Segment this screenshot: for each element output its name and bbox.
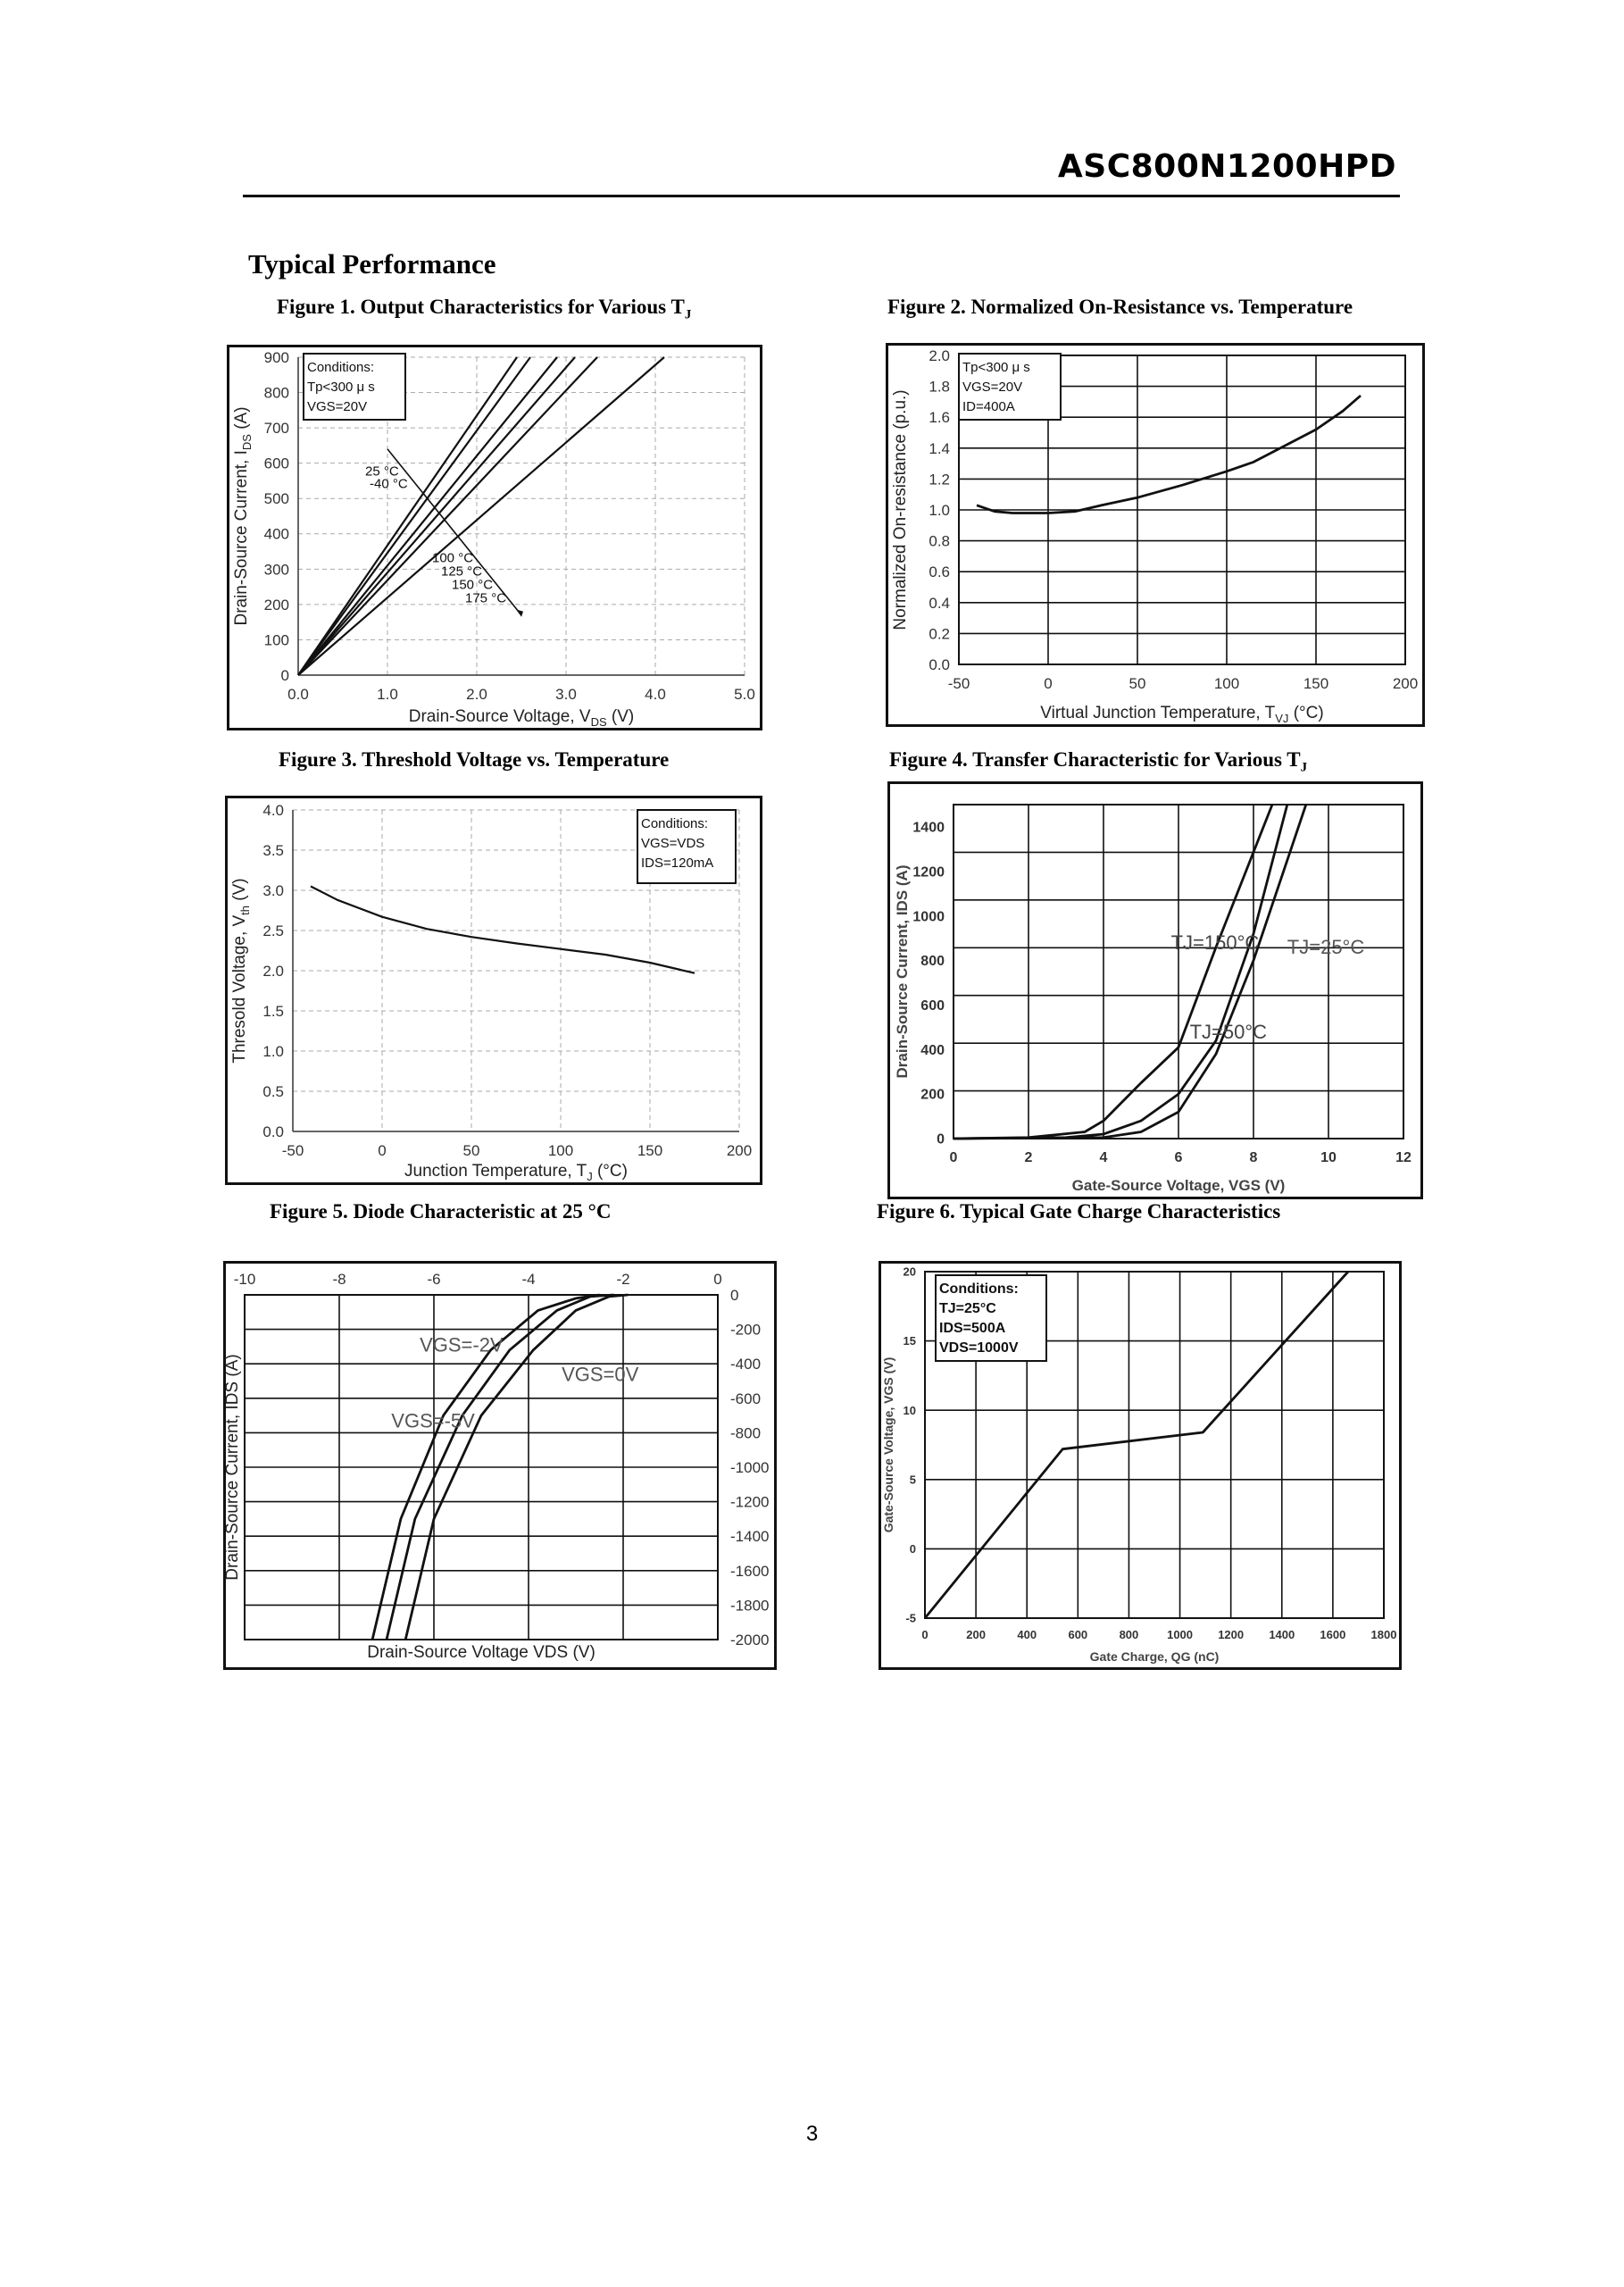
x-tick-label: 0.0 — [287, 686, 309, 703]
y-tick-label: 1.8 — [929, 378, 950, 396]
x-tick-label: 0 — [378, 1142, 387, 1159]
y-axis-label: Thresold Voltage, $V_{th}$ (V) — [230, 878, 252, 1064]
x-tick-label: -2 — [616, 1271, 630, 1288]
x-tick-label: -8 — [332, 1271, 346, 1288]
y-tick-label: -1400 — [730, 1528, 770, 1546]
fig5-svg — [223, 1261, 777, 1670]
fig1-svg — [227, 345, 762, 730]
y-axis-label: Drain-Source Current, $I_{DS}$ (A) — [232, 406, 254, 626]
y-tick-label: 400 — [920, 1042, 945, 1058]
y-tick-label: 0.2 — [929, 625, 950, 643]
part-number: ASC800N1200HPD — [1057, 148, 1396, 185]
y-tick-label: 500 — [263, 490, 289, 508]
y-tick-label: 4.0 — [262, 801, 284, 819]
fig4-caption: Figure 4. Transfer Characteristic for Various $T_J$ — [889, 748, 1308, 775]
y-tick-label: 0 — [280, 666, 289, 684]
y-tick-label: 800 — [263, 384, 289, 402]
conditions-line: Tp<300 μ s — [962, 360, 1030, 375]
chart-frame — [889, 783, 1422, 1198]
series-label: VGS=-2V — [420, 1333, 504, 1356]
x-axis-label: Drain-Source Voltage, $V_{DS}$ (V) — [408, 707, 635, 729]
x-tick-label: 2.0 — [466, 686, 487, 703]
x-tick-label: 4 — [1099, 1150, 1108, 1165]
x-tick-label: 150 — [1303, 675, 1329, 692]
x-tick-label: -6 — [427, 1271, 441, 1288]
y-tick-label: 2.0 — [929, 346, 950, 364]
figure4-chart — [887, 781, 1423, 1199]
y-tick-label: -1600 — [730, 1562, 770, 1580]
y-tick-label: 0.0 — [929, 655, 950, 673]
y-axis-label: Gate-Source Voltage, VGS (V) — [881, 1356, 895, 1533]
y-tick-label: 0.8 — [929, 532, 950, 550]
y-tick-label: 0.4 — [929, 594, 950, 612]
x-tick-label: 1200 — [1218, 1628, 1245, 1641]
y-tick-label: -2000 — [730, 1631, 770, 1648]
y-tick-label: 100 — [263, 631, 289, 649]
temperature-label: 150 °C — [452, 577, 494, 593]
conditions-line: VGS=VDS — [641, 836, 705, 851]
figure2-chart — [886, 343, 1425, 727]
series-label: TJ=150°C — [1170, 931, 1260, 955]
y-tick-label: 900 — [263, 348, 289, 366]
figure5-chart — [223, 1261, 777, 1670]
y-tick-label: 700 — [263, 420, 289, 438]
x-tick-label: -10 — [233, 1271, 256, 1288]
x-tick-label: 0 — [921, 1628, 929, 1641]
x-tick-label: 600 — [1068, 1628, 1088, 1641]
x-tick-label: 150 — [637, 1142, 663, 1159]
conditions-line: Tp<300 μ s — [307, 380, 375, 395]
y-tick-label: -200 — [730, 1321, 762, 1339]
x-tick-label: 2 — [1024, 1150, 1033, 1165]
temperature-label: 175 °C — [465, 590, 507, 606]
y-tick-label: 1.0 — [929, 501, 950, 519]
x-tick-label: 12 — [1395, 1150, 1412, 1165]
x-axis-label: Gate-Source Voltage, VGS (V) — [1071, 1177, 1286, 1194]
conditions-line: ID=400A — [962, 399, 1015, 414]
y-tick-label: 3.5 — [262, 841, 284, 859]
x-tick-label: 1.0 — [377, 686, 398, 703]
x-tick-label: 100 — [1213, 675, 1240, 692]
y-tick-label: 1.2 — [929, 471, 950, 488]
y-tick-label: 600 — [263, 455, 289, 472]
figure6-chart — [879, 1261, 1402, 1670]
y-tick-label: 0 — [909, 1541, 916, 1556]
y-tick-label: 2.0 — [262, 962, 284, 980]
fig3-caption: Figure 3. Threshold Voltage vs. Temperature — [279, 748, 670, 771]
x-tick-label: 1600 — [1320, 1628, 1346, 1641]
temperature-label: 25 °C — [365, 463, 399, 480]
y-axis-label-group — [230, 878, 252, 1063]
y-tick-label: -600 — [730, 1390, 762, 1407]
conditions-line: Conditions: — [307, 360, 375, 375]
page-number: 3 — [805, 2122, 819, 2146]
x-tick-label: 0 — [713, 1271, 722, 1288]
x-tick-label: 200 — [966, 1628, 986, 1641]
y-axis-label: Drain-Source Current, IDS (A) — [894, 864, 911, 1079]
y-tick-label: 10 — [903, 1403, 916, 1417]
y-axis-label-group — [894, 865, 911, 1079]
conditions-line: IDS=500A — [939, 1321, 1006, 1336]
y-tick-label: 200 — [920, 1087, 945, 1103]
y-tick-label: 1.0 — [262, 1042, 284, 1060]
x-tick-label: -4 — [521, 1271, 536, 1288]
x-tick-label: 1400 — [1269, 1628, 1295, 1641]
fig3-svg — [225, 796, 762, 1185]
x-tick-label: 50 — [1128, 675, 1146, 692]
series-label: VGS=0V — [562, 1363, 639, 1386]
fig6-caption: Figure 6. Typical Gate Charge Characteristics — [877, 1200, 1281, 1223]
x-tick-label: 800 — [1119, 1628, 1139, 1641]
y-tick-label: -5 — [905, 1611, 916, 1625]
fig2-caption: Figure 2. Normalized On-Resistance vs. Temperature — [887, 296, 1353, 318]
series-label: VGS=-5V — [391, 1409, 475, 1432]
x-tick-label: 200 — [726, 1142, 753, 1159]
header-rule — [243, 195, 1400, 197]
fig2-svg — [886, 343, 1425, 727]
y-axis-label-group — [891, 389, 910, 630]
conditions-line: IDS=120mA — [641, 856, 714, 871]
conditions-line: Conditions: — [641, 816, 709, 831]
series-label: TJ=50°C — [1189, 1020, 1268, 1043]
y-tick-label: -1000 — [730, 1458, 770, 1476]
conditions-line: VDS=1000V — [939, 1340, 1019, 1356]
temperature-label: -40 °C — [370, 476, 408, 492]
y-tick-label: 600 — [920, 998, 945, 1014]
x-tick-label: 6 — [1174, 1150, 1183, 1165]
figure3-chart — [225, 796, 762, 1185]
y-tick-label: -1800 — [730, 1597, 770, 1615]
y-tick-label: 5 — [909, 1473, 916, 1487]
y-axis-label: Normalized On-resistance (p.u.) — [891, 389, 910, 630]
x-tick-label: 4.0 — [645, 686, 666, 703]
series-label: TJ=25°C — [1287, 936, 1365, 959]
conditions-line: TJ=25°C — [939, 1301, 996, 1316]
x-tick-label: 400 — [1017, 1628, 1037, 1641]
y-tick-label: 0 — [937, 1131, 945, 1148]
y-tick-label: -400 — [730, 1356, 762, 1373]
y-tick-label: 1.4 — [929, 439, 950, 457]
fig6-svg — [879, 1261, 1402, 1670]
x-tick-label: 1800 — [1370, 1628, 1397, 1641]
fig1-caption: Figure 1. Output Characteristics for Various $T_J$ — [277, 296, 692, 322]
x-axis-label: Junction Temperature, $T_J$ (°C) — [404, 1162, 628, 1183]
temperature-label: 125 °C — [441, 563, 483, 580]
y-tick-label: 800 — [920, 954, 945, 970]
x-axis-label: Gate Charge, QG (nC) — [1089, 1649, 1220, 1664]
conditions-line: VGS=20V — [307, 399, 368, 414]
x-tick-label: -50 — [947, 675, 970, 692]
y-tick-label: 200 — [263, 596, 289, 613]
conditions-line: VGS=20V — [962, 380, 1023, 395]
y-tick-label: 2.5 — [262, 922, 284, 939]
y-tick-label: 15 — [903, 1334, 916, 1348]
y-tick-label: 1.5 — [262, 1002, 284, 1020]
y-tick-label: 1000 — [912, 909, 945, 925]
y-axis-label: Drain-Source Current, IDS (A) — [223, 1354, 242, 1581]
x-tick-label: 100 — [547, 1142, 574, 1159]
x-tick-label: 8 — [1249, 1150, 1258, 1165]
x-tick-label: 3.0 — [555, 686, 577, 703]
y-tick-label: 0.0 — [262, 1123, 284, 1140]
figure1-chart — [227, 345, 762, 730]
x-tick-label: 50 — [462, 1142, 480, 1159]
fig4-svg — [887, 781, 1423, 1199]
y-axis-label-group — [881, 1357, 895, 1533]
x-axis-label: Drain-Source Voltage VDS (V) — [367, 1643, 595, 1662]
x-tick-label: 200 — [1392, 675, 1419, 692]
x-tick-label: 5.0 — [734, 686, 755, 703]
x-axis-label: Virtual Junction Temperature, $T_{VJ}$ (°C) — [1040, 704, 1324, 725]
y-tick-label: 3.0 — [262, 881, 284, 899]
y-tick-label: 20 — [903, 1265, 916, 1279]
conditions-line: Conditions: — [939, 1281, 1019, 1297]
y-tick-label: 1200 — [912, 864, 945, 881]
temperature-label: 100 °C — [432, 550, 474, 566]
x-tick-label: 0 — [1044, 675, 1053, 692]
y-tick-label: 1400 — [912, 820, 945, 836]
y-tick-label: 1.6 — [929, 409, 950, 427]
x-tick-label: 1000 — [1167, 1628, 1194, 1641]
y-tick-label: 300 — [263, 561, 289, 579]
y-tick-label: 400 — [263, 525, 289, 543]
y-tick-label: 0 — [730, 1286, 739, 1304]
y-axis-label-group — [223, 1354, 242, 1580]
x-tick-label: 0 — [949, 1150, 958, 1165]
fig5-caption: Figure 5. Diode Characteristic at 25 °C — [270, 1200, 612, 1223]
section-title: Typical Performance — [248, 248, 496, 280]
x-tick-label: -50 — [281, 1142, 304, 1159]
chart-frame — [225, 1263, 776, 1669]
y-tick-label: -1200 — [730, 1493, 770, 1511]
y-tick-label: 0.6 — [929, 563, 950, 581]
x-tick-label: 10 — [1320, 1150, 1337, 1165]
y-tick-label: -800 — [730, 1424, 762, 1442]
y-tick-label: 0.5 — [262, 1082, 284, 1100]
